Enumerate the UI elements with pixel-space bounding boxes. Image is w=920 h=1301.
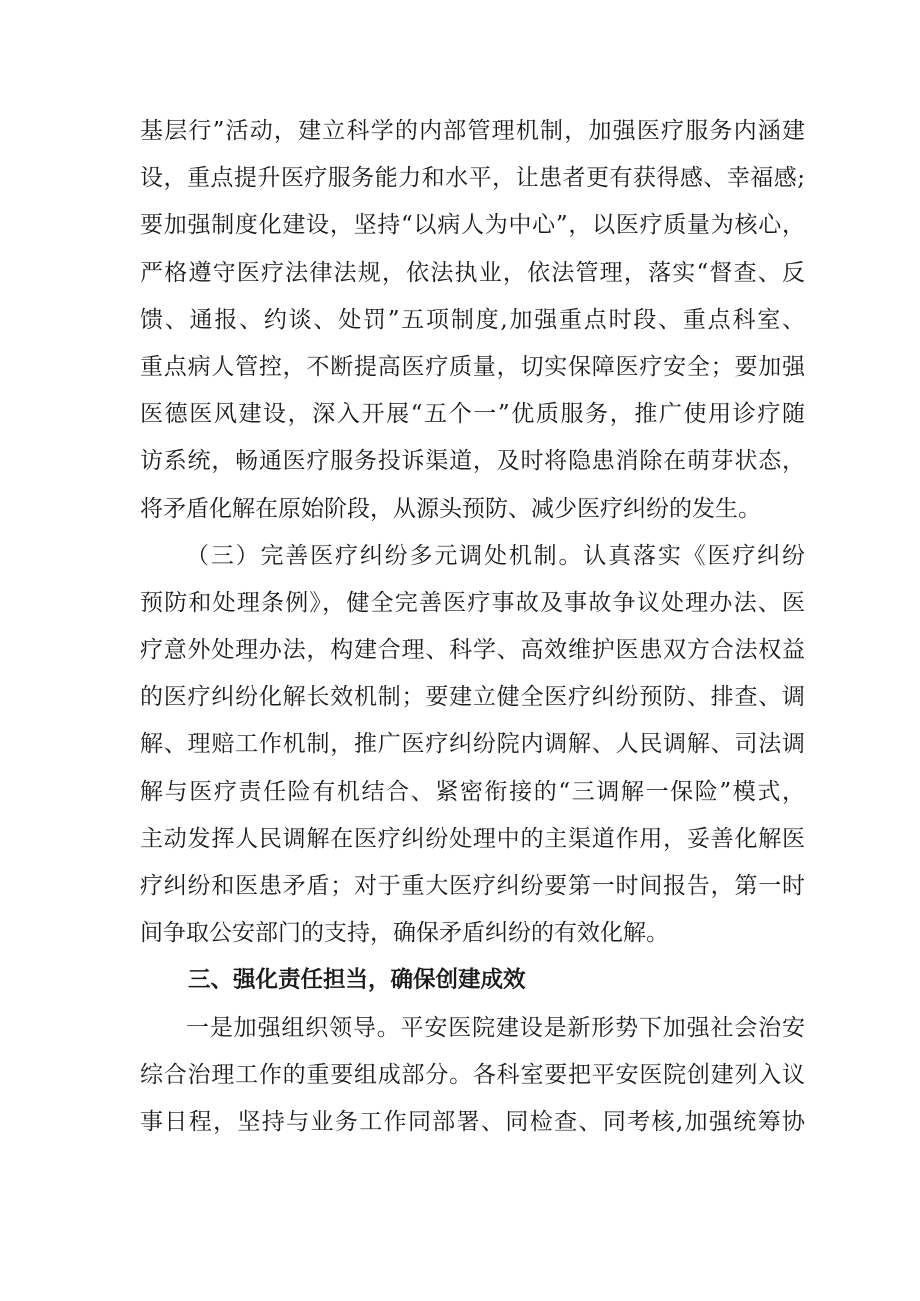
paragraph-dispute-mechanism [140,533,805,958]
text-line: 医德医风建设，深入开展“五个一”优质服务，推广使用诊疗随 [140,401,805,428]
text-line: 一是加强组织领导。平安医院建设是新形势下加强社会治安 [186,1014,805,1041]
text-line: 主动发挥人民调解在医疗纠纷处理中的主渠道作用，妥善化解医 [140,825,805,852]
text-line: 设，重点提升医疗服务能力和水平，让患者更有获得感、幸福感; [140,165,805,192]
paragraph-hospital-management [140,108,805,533]
paragraph-organization-leadership [140,1005,805,1147]
text-line: 疗意外处理办法，构建合理、科学、高效维护医患双方合法权益 [140,637,805,664]
text-line: 访系统，畅通医疗服务投诉渠道，及时将隐患消除在萌芽状态， [140,448,805,475]
section-heading: 三、强化责任担当，确保创建成效 [188,967,526,994]
text-line: 将矛盾化解在原始阶段，从源头预防、减少医疗纠纷的发生。 [140,495,761,522]
text-line: 馈、通报、约谈、处罚”五项制度,加强重点时段、重点科室、 [140,306,805,333]
text-line: 综合治理工作的重要组成部分。各科室要把平安医院创建列入议 [140,1061,805,1088]
text-line: 事日程，坚持与业务工作同部署、同检查、同考核,加强统筹协 [140,1108,805,1135]
text-line: 预防和处理条例》，健全完善医疗事故及事故争议处理办法、医 [140,589,805,616]
text-line: 基层行”活动，建立科学的内部管理机制，加强医疗服务内涵建 [140,118,805,144]
text-line: 解与医疗责任险有机结合、紧密衔接的“三调解一保险”模式， [140,778,805,805]
text-line: 间争取公安部门的支持，确保矛盾纠纷的有效化解。 [140,920,669,947]
text-line: 疗纠纷和医患矛盾；对于重大医疗纠纷要第一时间报告，第一时 [140,873,805,899]
document-body [140,108,805,1146]
text-line: 重点病人管控，不断提高医疗质量，切实保障医疗安全；要加强 [140,353,805,380]
text-line: 的医疗纠纷化解长效机制；要建立健全医疗纠纷预防、排查、调 [140,684,805,711]
section-subheading-line: （三）完善医疗纠纷多元调处机制。认真落实《医疗纠纷 [186,542,805,569]
text-line: 严格遵守医疗法律法规，依法执业，依法管理，落实“督查、反 [140,259,805,286]
text-line: 要加强制度化建设，坚持“以病人为中心”，以医疗质量为核心， [140,212,805,239]
text-line: 解、理赔工作机制，推广医疗纠纷院内调解、人民调解、司法调 [140,731,805,758]
